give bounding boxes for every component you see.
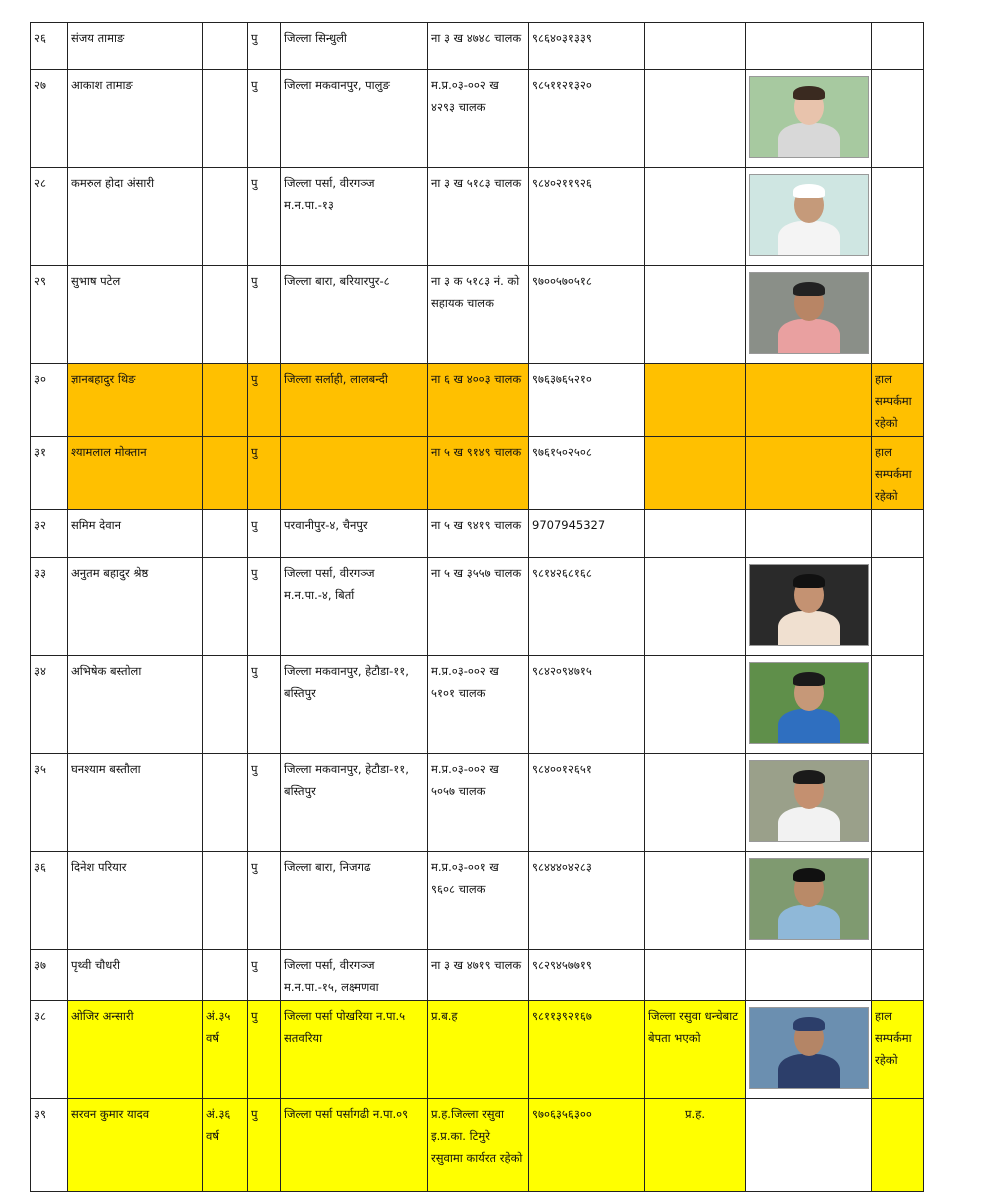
- status-remark-cell: जिल्ला रसुवा धन्चेबाट बेपता भएको: [645, 1001, 746, 1099]
- gender-cell: पु: [248, 266, 281, 364]
- name-cell: समिम देवान: [68, 510, 203, 558]
- gender-cell: पु: [248, 70, 281, 168]
- remark-cell: [872, 266, 924, 364]
- address-cell: [281, 437, 428, 510]
- vehicle-role-cell: ना ५ ख ९४१९ चालक: [428, 510, 529, 558]
- name-cell: अभिषेक बस्तोला: [68, 656, 203, 754]
- person-photo-35: [749, 760, 869, 842]
- age-cell: [203, 510, 248, 558]
- address-cell: जिल्ला पर्सा पोखरिया न.पा.५ सतवरिया: [281, 1001, 428, 1099]
- age-cell: [203, 364, 248, 437]
- vehicle-role-cell: ना ५ ख ३५५७ चालक: [428, 558, 529, 656]
- status-remark-cell: [645, 70, 746, 168]
- status-remark-cell: [645, 23, 746, 70]
- remark-cell: [872, 23, 924, 70]
- serial-number-cell: २९: [31, 266, 68, 364]
- photo-cell: [746, 852, 872, 950]
- gender-cell: पु: [248, 168, 281, 266]
- phone-cell: ९७०६३५६३००: [529, 1099, 645, 1192]
- status-remark-cell: [645, 656, 746, 754]
- table-row: [31, 70, 924, 168]
- name-cell: ज्ञानबहादुर थिङ: [68, 364, 203, 437]
- status-remark-cell: [645, 852, 746, 950]
- gender-cell: पु: [248, 510, 281, 558]
- phone-cell: ९८४००१२६५१: [529, 754, 645, 852]
- serial-number-cell: ३९: [31, 1099, 68, 1192]
- vehicle-role-cell: ना ३ क ५१८३ नं. को सहायक चालक: [428, 266, 529, 364]
- table-row: [31, 364, 924, 437]
- name-cell: ओजिर अन्सारी: [68, 1001, 203, 1099]
- serial-number-cell: ३२: [31, 510, 68, 558]
- address-cell: जिल्ला मकवानपुर, हेटौडा-११, बस्तिपुर: [281, 656, 428, 754]
- photo-cell: [746, 558, 872, 656]
- serial-number-cell: २८: [31, 168, 68, 266]
- photo-cell: [746, 754, 872, 852]
- remark-cell: हाल सम्पर्कमा रहेको: [872, 364, 924, 437]
- name-cell: दिनेश परियार: [68, 852, 203, 950]
- phone-cell: ९८४४४०४२८३: [529, 852, 645, 950]
- photo-cell: [746, 266, 872, 364]
- phone-cell: ९८५११२१३२०: [529, 70, 645, 168]
- remark-cell: हाल सम्पर्कमा रहेको: [872, 437, 924, 510]
- age-cell: अं.३६ वर्ष: [203, 1099, 248, 1192]
- photo-cell: [746, 1099, 872, 1192]
- address-cell: जिल्ला सिन्धुली: [281, 23, 428, 70]
- serial-number-cell: ३६: [31, 852, 68, 950]
- remark-cell: [872, 70, 924, 168]
- photo-cell: [746, 656, 872, 754]
- vehicle-role-cell: म.प्र.०३-००२ ख ४२९३ चालक: [428, 70, 529, 168]
- address-cell: जिल्ला मकवानपुर, हेटौडा-११, बस्तिपुर: [281, 754, 428, 852]
- vehicle-role-cell: ना ३ ख ५१८३ चालक: [428, 168, 529, 266]
- vehicle-role-cell: ना ६ ख ४००३ चालक: [428, 364, 529, 437]
- status-remark-cell: [645, 754, 746, 852]
- phone-cell: ९८६४०३१३३९: [529, 23, 645, 70]
- age-cell: [203, 168, 248, 266]
- table-row: [31, 437, 924, 510]
- vehicle-role-cell: ना ५ ख ९१४९ चालक: [428, 437, 529, 510]
- gender-cell: पु: [248, 754, 281, 852]
- phone-cell: ९८४०२११९२६: [529, 168, 645, 266]
- address-cell: जिल्ला बारा, निजगढ: [281, 852, 428, 950]
- status-remark-cell: प्र.ह.: [645, 1099, 746, 1192]
- age-cell: [203, 754, 248, 852]
- name-cell: कमरुल होदा अंसारी: [68, 168, 203, 266]
- phone-cell: ९८४२०९४७१५: [529, 656, 645, 754]
- serial-number-cell: ३७: [31, 950, 68, 1001]
- table-row: [31, 558, 924, 656]
- photo-cell: [746, 1001, 872, 1099]
- address-cell: जिल्ला पर्सा, वीरगञ्ज म.न.पा.-१५, लक्ष्मणवा: [281, 950, 428, 1001]
- serial-number-cell: ३४: [31, 656, 68, 754]
- phone-cell: ९७६३७६५२१०: [529, 364, 645, 437]
- address-cell: जिल्ला पर्सा पर्सागढी न.पा.०९: [281, 1099, 428, 1192]
- vehicle-role-cell: ना ३ ख ४७१९ चालक: [428, 950, 529, 1001]
- photo-cell: [746, 510, 872, 558]
- gender-cell: पु: [248, 558, 281, 656]
- address-cell: जिल्ला पर्सा, वीरगञ्ज म.न.पा.-४, बिर्ता: [281, 558, 428, 656]
- phone-cell: ९८२९४५७७१९: [529, 950, 645, 1001]
- table-row: [31, 168, 924, 266]
- photo-cell: [746, 364, 872, 437]
- photo-cell: [746, 70, 872, 168]
- table-row: [31, 1001, 924, 1099]
- serial-number-cell: ३३: [31, 558, 68, 656]
- photo-cell: [746, 437, 872, 510]
- person-photo-28: [749, 174, 869, 256]
- gender-cell: पु: [248, 364, 281, 437]
- remark-cell: [872, 510, 924, 558]
- gender-cell: पु: [248, 950, 281, 1001]
- phone-cell: ९८११३९२१६७: [529, 1001, 645, 1099]
- vehicle-role-cell: म.प्र.०३-००२ ख ५०५७ चालक: [428, 754, 529, 852]
- vehicle-role-cell: म.प्र.०३-००१ ख ९६०८ चालक: [428, 852, 529, 950]
- remark-cell: [872, 656, 924, 754]
- age-cell: [203, 852, 248, 950]
- table-row: [31, 852, 924, 950]
- serial-number-cell: २६: [31, 23, 68, 70]
- photo-cell: [746, 23, 872, 70]
- person-photo-34: [749, 662, 869, 744]
- remark-cell: [872, 168, 924, 266]
- phone-cell: ९८१४२६८१६८: [529, 558, 645, 656]
- address-cell: जिल्ला पर्सा, वीरगञ्ज म.न.पा.-१३: [281, 168, 428, 266]
- person-photo-36: [749, 858, 869, 940]
- gender-cell: पु: [248, 1001, 281, 1099]
- person-photo-33: [749, 564, 869, 646]
- gender-cell: पु: [248, 23, 281, 70]
- gender-cell: पु: [248, 1099, 281, 1192]
- table-row: [31, 950, 924, 1001]
- status-remark-cell: [645, 364, 746, 437]
- name-cell: सरवन कुमार यादव: [68, 1099, 203, 1192]
- address-cell: परवानीपुर-४, चैनपुर: [281, 510, 428, 558]
- gender-cell: पु: [248, 437, 281, 510]
- name-cell: अनुतम बहादुर श्रेष्ठ: [68, 558, 203, 656]
- age-cell: [203, 656, 248, 754]
- table-row: [31, 510, 924, 558]
- status-remark-cell: [645, 558, 746, 656]
- remark-cell: [872, 1099, 924, 1192]
- personnel-table: [30, 22, 924, 1192]
- remark-cell: [872, 950, 924, 1001]
- status-remark-cell: [645, 168, 746, 266]
- serial-number-cell: ३८: [31, 1001, 68, 1099]
- phone-cell: 9707945327: [529, 510, 645, 558]
- status-remark-cell: [645, 950, 746, 1001]
- remark-cell: हाल सम्पर्कमा रहेको: [872, 1001, 924, 1099]
- address-cell: जिल्ला सर्लाही, लालबन्दी: [281, 364, 428, 437]
- status-remark-cell: [645, 510, 746, 558]
- age-cell: [203, 23, 248, 70]
- age-cell: [203, 70, 248, 168]
- photo-cell: [746, 950, 872, 1001]
- table-row: [31, 23, 924, 70]
- person-photo-29: [749, 272, 869, 354]
- remark-cell: [872, 754, 924, 852]
- age-cell: [203, 950, 248, 1001]
- remark-cell: [872, 558, 924, 656]
- person-photo-27: [749, 76, 869, 158]
- status-remark-cell: [645, 266, 746, 364]
- age-cell: [203, 558, 248, 656]
- gender-cell: पु: [248, 656, 281, 754]
- name-cell: संजय तामाङ: [68, 23, 203, 70]
- table-row: [31, 754, 924, 852]
- status-remark-cell: [645, 437, 746, 510]
- phone-cell: ९७००५७०५१८: [529, 266, 645, 364]
- name-cell: पृथ्वी चौधरी: [68, 950, 203, 1001]
- gender-cell: पु: [248, 852, 281, 950]
- serial-number-cell: ३०: [31, 364, 68, 437]
- table-row: [31, 656, 924, 754]
- name-cell: श्यामलाल मोक्तान: [68, 437, 203, 510]
- name-cell: घनश्याम बस्तौला: [68, 754, 203, 852]
- age-cell: [203, 266, 248, 364]
- table-row: [31, 1099, 924, 1192]
- name-cell: आकाश तामाङ: [68, 70, 203, 168]
- vehicle-role-cell: प्र.ह.जिल्ला रसुवा इ.प्र.का. टिमुरे रसुवामा कार्यरत रहेको: [428, 1099, 529, 1192]
- vehicle-role-cell: प्र.ब.ह: [428, 1001, 529, 1099]
- table-row: [31, 266, 924, 364]
- photo-cell: [746, 168, 872, 266]
- age-cell: अं.३५ वर्ष: [203, 1001, 248, 1099]
- vehicle-role-cell: ना ३ ख ४७४८ चालक: [428, 23, 529, 70]
- address-cell: जिल्ला बारा, बरियारपुर-८: [281, 266, 428, 364]
- person-photo-38: [749, 1007, 869, 1089]
- vehicle-role-cell: म.प्र.०३-००२ ख ५१०१ चालक: [428, 656, 529, 754]
- serial-number-cell: ३१: [31, 437, 68, 510]
- address-cell: जिल्ला मकवानपुर, पालुङ: [281, 70, 428, 168]
- remark-cell: [872, 852, 924, 950]
- name-cell: सुभाष पटेल: [68, 266, 203, 364]
- serial-number-cell: ३५: [31, 754, 68, 852]
- age-cell: [203, 437, 248, 510]
- phone-cell: ९७६१५०२५०८: [529, 437, 645, 510]
- serial-number-cell: २७: [31, 70, 68, 168]
